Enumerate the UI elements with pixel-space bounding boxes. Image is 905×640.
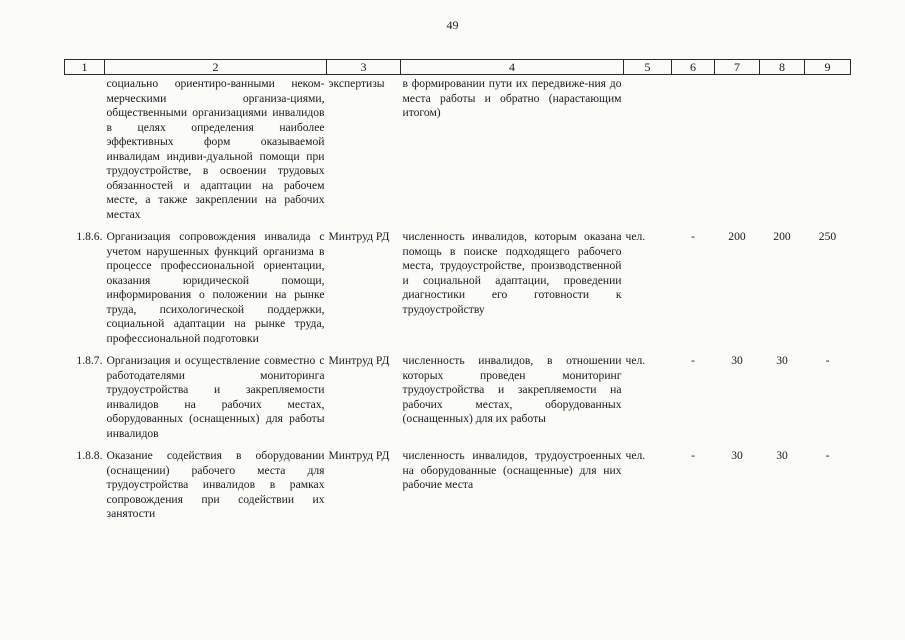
row-col7 bbox=[715, 75, 760, 229]
row-code bbox=[65, 75, 105, 229]
row-code: 1.8.8. bbox=[76, 449, 103, 462]
row-unit: чел. bbox=[625, 230, 646, 243]
row-indicator: численность инвалидов, трудоустроенных на оборудованные (оснащенные) для них рабочие места bbox=[402, 449, 622, 491]
header-col-7: 7 bbox=[715, 60, 760, 75]
row-col6 bbox=[672, 75, 715, 229]
header-col-6: 6 bbox=[672, 60, 715, 75]
row-code: 1.8.6. bbox=[76, 230, 103, 243]
table-row bbox=[65, 228, 851, 352]
row-col8 bbox=[760, 75, 805, 229]
table-row bbox=[65, 447, 851, 528]
row-description: Организация и осуществление совместно с работодателями мониторинга трудоустройства и закрепляемости инвалидов на рабочих местах, оборудованных (оснащенных) для работы инвалидов bbox=[106, 354, 325, 440]
row-col9: 250 bbox=[818, 230, 837, 243]
header-col-4: 4 bbox=[401, 60, 624, 75]
table-row bbox=[65, 352, 851, 447]
row-indicator: численность инвалидов, которым оказана помощь в поиске подходящего рабочего места, трудоустройстве, производственной и социальной адаптации, проведении диагностики его готовности к трудоустройству bbox=[402, 230, 622, 316]
row-col8: 30 bbox=[776, 449, 788, 462]
program-table bbox=[64, 59, 851, 528]
page-number: 49 bbox=[446, 18, 459, 32]
row-unit: чел. bbox=[625, 449, 646, 462]
row-col9 bbox=[805, 75, 851, 229]
header-col-5: 5 bbox=[624, 60, 672, 75]
row-col9: - bbox=[825, 449, 830, 462]
row-col6: - bbox=[691, 354, 695, 367]
row-col7: 30 bbox=[731, 449, 743, 462]
header-col-9: 9 bbox=[805, 60, 851, 75]
row-description: Организация сопровождения инвалида с учетом нарушенных функций организма в процессе профессиональной ориентации, оказания юридической помощи, информирования о положении на рынке труда, психологической поддержки, социальной адаптации на рынке труда, профессиональной подготовки bbox=[106, 230, 325, 345]
row-col8: 200 bbox=[773, 230, 791, 243]
row-executor: Минтруд РД bbox=[328, 449, 390, 462]
row-col7: 200 bbox=[728, 230, 746, 243]
row-col6: - bbox=[691, 449, 695, 462]
row-indicator: численность инвалидов, в отношении которых проведен мониторинг трудоустройства и закрепляемости на рабочих местах, оборудованных (оснащенных) для их работы bbox=[402, 354, 622, 425]
row-col6: - bbox=[691, 230, 695, 243]
row-indicator: в формировании пути их передвиже-ния до места работы и обратно (нарастающим итогом) bbox=[402, 77, 622, 119]
row-unit bbox=[624, 75, 672, 229]
header-col-3: 3 bbox=[327, 60, 401, 75]
row-executor: экспертизы bbox=[328, 77, 385, 90]
header-col-2: 2 bbox=[105, 60, 327, 75]
row-executor: Минтруд РД bbox=[328, 230, 390, 243]
row-description: Оказание содействия в оборудовании (оснащении) рабочего места для трудоустройства инвалидов в рамках сопровождения при содействии их занятости bbox=[106, 449, 325, 520]
header-col-1: 1 bbox=[65, 60, 105, 75]
table-header bbox=[65, 60, 851, 75]
table-row bbox=[65, 75, 851, 229]
row-col9: - bbox=[825, 354, 830, 367]
row-code: 1.8.7. bbox=[76, 354, 103, 367]
row-unit: чел. bbox=[625, 354, 646, 367]
row-executor: Минтруд РД bbox=[328, 354, 390, 367]
row-col8: 30 bbox=[776, 354, 788, 367]
header-col-8: 8 bbox=[760, 60, 805, 75]
row-col7: 30 bbox=[731, 354, 743, 367]
row-description: социально ориентиро-ванными неком-мерческими организа-циями, общественными организациями инвалидов в целях определения наиболее эффективных форм оказываемой инвалидам индиви-дуальной помощи при трудоустройстве, в освоении трудовых обязанностей и адаптации на рабочем месте, а также закреплении на рабочих местах bbox=[106, 77, 325, 221]
